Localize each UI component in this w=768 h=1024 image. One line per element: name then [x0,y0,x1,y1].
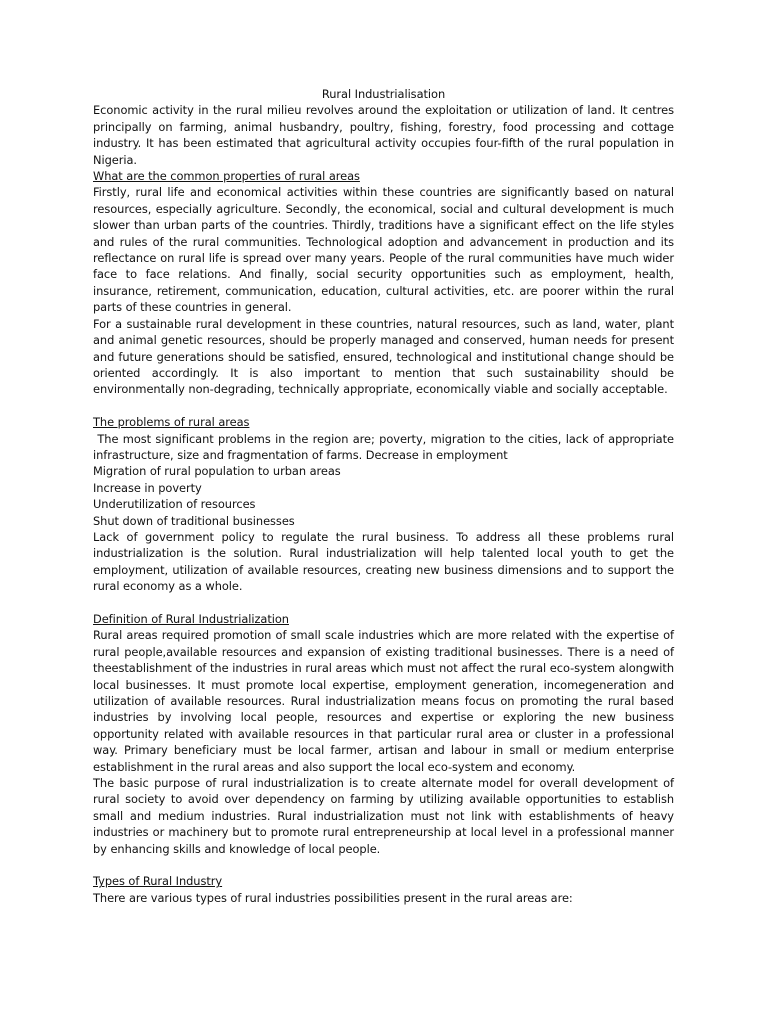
document-page [93,86,678,906]
paragraph: The most significant problems in the region are; poverty, migration to the cities, lack of appropriate infrastructure, size and fragmentation of farms. Decrease in employment [93,431,678,462]
list-item: Migration of rural population to urban areas [93,464,341,479]
paragraph: For a sustainable rural development in these countries, natural resources, such as land, water, plant and animal genetic resources, should be properly managed and conserved, human needs for present and future generations should be satisfied, ensured, technological and institutional change should be oriented accordingly. It is also important to mention that such sustainability should be environmentally non-degrading, technically appropriate, economically viable and socially acceptable. [93,316,674,397]
paragraph: Lack of government policy to regulate the rural business. To address all these problems rural industrialization is the solution. Rural industrialization will help talented local youth to get the employment, utilization of available resources, creating new business dimensions and to support the rural economy as a whole. [93,529,674,594]
section-heading-common-properties: What are the common properties of rural areas [93,169,360,184]
list-item: Underutilization of resources [93,497,256,512]
intro-paragraph: Economic activity in the rural milieu revolves around the exploitation or utilization of land. It centres principally on farming, animal husbandry, poultry, fishing, forestry, food processing and cottage industry. It has been estimated that agricultural activity occupies four-fifth of the rural population in Nigeria. [93,103,674,167]
blank-line [93,398,674,414]
section-heading-types: Types of Rural Industry [93,874,223,889]
paragraph: Rural areas required promotion of small scale industries which are more related with the expertise of rural people,available resources and expansion of existing traditional businesses. There is a need of theestablishment of the industries in rural areas which must not affect the rural eco-system alongwith local businesses. It must promote local expertise, employment generation, incomegeneration and utilization of available resources. Rural industrialization means focus on promoting the rural based industries by involving local people, resources and expertise or exploring the new business opportunity related with available resources in that particular rural area or cluster in a professional way. Primary beneficiary must be local farmer, artisan and labour in small or medium enterprise establishment in the rural areas and also support the local eco-system and economy. [93,628,674,774]
list-item: Shut down of traditional businesses [93,513,295,528]
list-item: Increase in poverty [93,480,202,495]
section-heading-definition: Definition of Rural Industrialization [93,611,289,626]
blank-line [93,857,674,873]
paragraph: There are various types of rural industries possibilities present in the rural areas are: [93,890,573,905]
document-title: Rural Industrialisation [321,87,446,101]
section-heading-problems: The problems of rural areas [93,415,250,430]
paragraph: The basic purpose of rural industrialization is to create alternate model for overall development of rural society to avoid over dependency on farming by utilizing available opportunities to establish small and medium industries. Rural industrialization must not link with establishments of heavy industries or machinery but to promote rural entrepreneurship at local level in a professional manner by enhancing skills and knowledge of local people. [93,776,674,856]
blank-line [93,595,674,611]
paragraph: Firstly, rural life and economical activities within these countries are significantly based on natural resources, especially agriculture. Secondly, the economical, social and cultural development is much slower than urban parts of the countries. Thirdly, traditions have a significant effect on the life styles and rules of the rural communities. Technological adoption and advancement in production and its reflectance on rural life is spread over many years. People of the rural communities have much wider face to face relations. And finally, social security opportunities such as employment, health, insurance, retirement, communication, education, cultural activities, etc. are poorer within the rural parts of these countries in general. [93,185,674,315]
